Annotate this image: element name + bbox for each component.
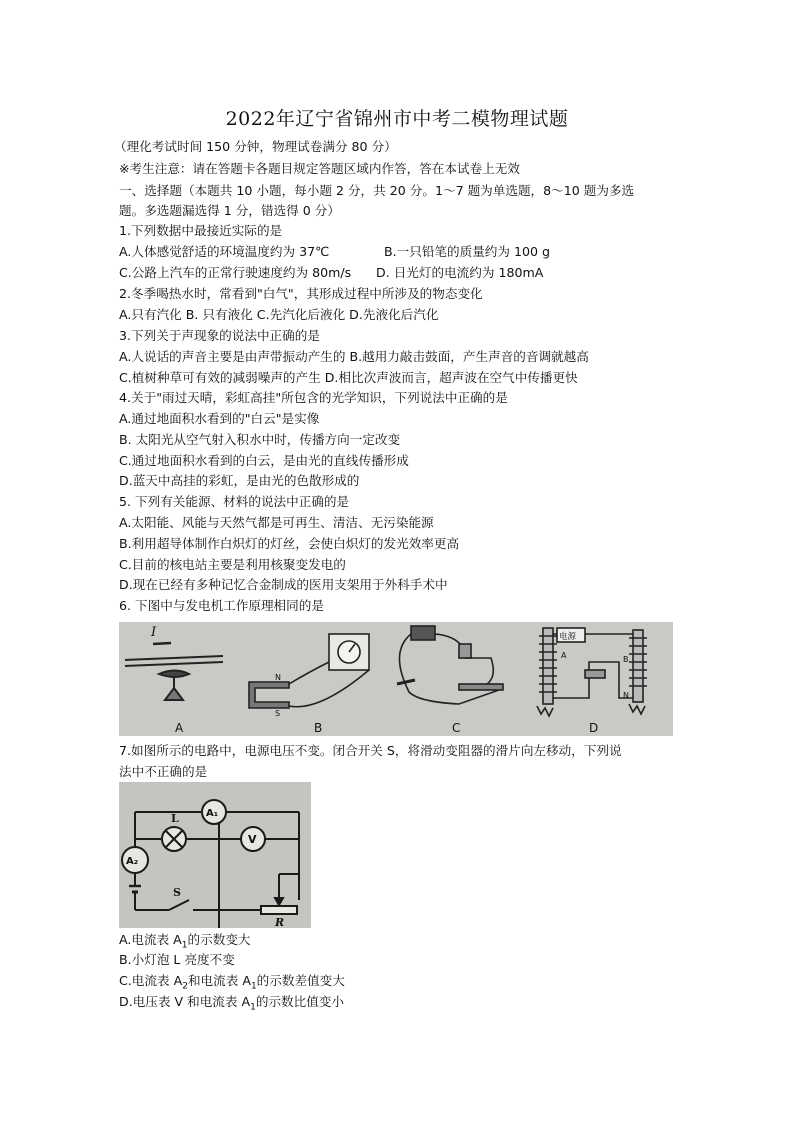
- q5-option-b: B.利用超导体制作白炽灯的灯丝，会使白炽灯的发光效率更高: [119, 536, 460, 551]
- q4-stem: 4.关于"雨过天晴，彩虹高挂"所包含的光学知识，下列说法中正确的是: [119, 390, 508, 405]
- fig6-pole-n: N: [275, 673, 281, 682]
- q4-option-b: B. 太阳光从空气射入积水中时，传播方向一定改变: [119, 432, 401, 447]
- fig6-coil-a: A: [561, 651, 567, 660]
- fig6-coil-b: B: [623, 655, 629, 664]
- section-heading: 一、选择题（本题共 10 小题，每小题 2 分，共 20 分。1～7 题为单选题，8～10 题为多选: [119, 183, 635, 198]
- q7-option-b: B.小灯泡 L 亮度不变: [119, 952, 235, 967]
- fig6-pole-s: S: [275, 709, 281, 718]
- fig6-label-c: C: [452, 721, 461, 735]
- q3-options-cd: C.植树种草可有效的减弱噪声的产生 D.相比次声波而言，超声波在空气中传播更快: [119, 370, 578, 385]
- q7-stem-cont: 法中不正确的是: [119, 764, 208, 779]
- fig6-current-label: I: [151, 625, 157, 640]
- q2-options: A.只有汽化 B. 只有液化 C.先汽化后液化 D.先液化后汽化: [119, 307, 439, 322]
- q7-circuit-figure: [119, 782, 311, 928]
- q4-option-c: C.通过地面积水看到的白云，是由光的直线传播形成: [119, 453, 409, 468]
- q5-option-d: D.现在已经有多种记忆合金制成的医用支架用于外科手术中: [119, 577, 448, 592]
- q1-option-a: A.人体感觉舒适的环境温度约为 37℃: [119, 244, 330, 259]
- exam-time-note: （理化考试时间 150 分钟，物理试卷满分 80 分）: [114, 139, 397, 154]
- q6-figure-svg: [119, 622, 673, 736]
- q1-option-d: D. 日光灯的电流约为 180mA: [376, 265, 544, 280]
- q2-stem: 2.冬季喝热水时，常看到"白气"，其形成过程中所涉及的物态变化: [119, 286, 483, 301]
- q6-figure: [119, 622, 673, 736]
- rheostat-label: R: [275, 916, 285, 928]
- q7-option-d: D.电压表 V 和电流表 $A_1$的示数比值变小: [119, 994, 344, 1013]
- q1-option-b: B.一只铅笔的质量约为 100 g: [384, 244, 551, 259]
- q6-stem: 6. 下图中与发电机工作原理相同的是: [119, 598, 324, 613]
- switch-label: S: [173, 886, 181, 899]
- fig6-label-d: D: [589, 721, 599, 735]
- q7-circuit-svg: [119, 782, 311, 928]
- fig6-label-b: B: [314, 721, 323, 735]
- q5-option-c: C.目前的核电站主要是利用核聚变发电的: [119, 557, 346, 572]
- q4-option-d: D.蓝天中高挂的彩虹，是由光的色散形成的: [119, 473, 360, 488]
- ammeter-a2-label: A₂: [126, 856, 139, 867]
- q3-stem: 3.下列关于声现象的说法中正确的是: [119, 328, 320, 343]
- q5-stem: 5. 下列有关能源、材料的说法中正确的是: [119, 494, 350, 509]
- fig6-coil-n: N: [623, 691, 629, 700]
- section-heading-cont: 题。多选题漏选得 1 分，错选得 0 分）: [119, 203, 340, 218]
- q7-option-a: A.电流表 $A_1$的示数变大: [119, 932, 251, 951]
- voltmeter-label: V: [248, 833, 257, 846]
- q3-options-ab: A.人说话的声音主要是由声带振动产生的 B.越用力敲击鼓面，产生声音的音调就越高: [119, 349, 589, 364]
- q1-stem: 1.下列数据中最接近实际的是: [119, 223, 283, 238]
- q4-option-a: A.通过地面积水看到的"白云"是实像: [119, 411, 320, 426]
- q7-option-c: C.电流表 $A_2$和电流表 $A_1$的示数差值变大: [119, 973, 345, 992]
- fig6-power-label: 电源: [559, 632, 577, 642]
- q5-option-a: A.太阳能、风能与天然气都是可再生、清洁、无污染能源: [119, 515, 434, 530]
- q1-option-c: C.公路上汽车的正常行驶速度约为 80m/s: [119, 265, 352, 280]
- q7-stem: 7.如图所示的电路中，电源电压不变。闭合开关 S，将滑动变阻器的滑片向左移动，下列说: [119, 743, 622, 758]
- lamp-label: L: [171, 812, 179, 825]
- ammeter-a1-label: A₁: [206, 808, 219, 819]
- fig6-label-a: A: [175, 721, 184, 735]
- page-title: 2022年辽宁省锦州市中考二模物理试题: [225, 108, 569, 130]
- attention-note: ※考生注意：请在答题卡各题目规定答题区域内作答，答在本试卷上无效: [119, 161, 520, 176]
